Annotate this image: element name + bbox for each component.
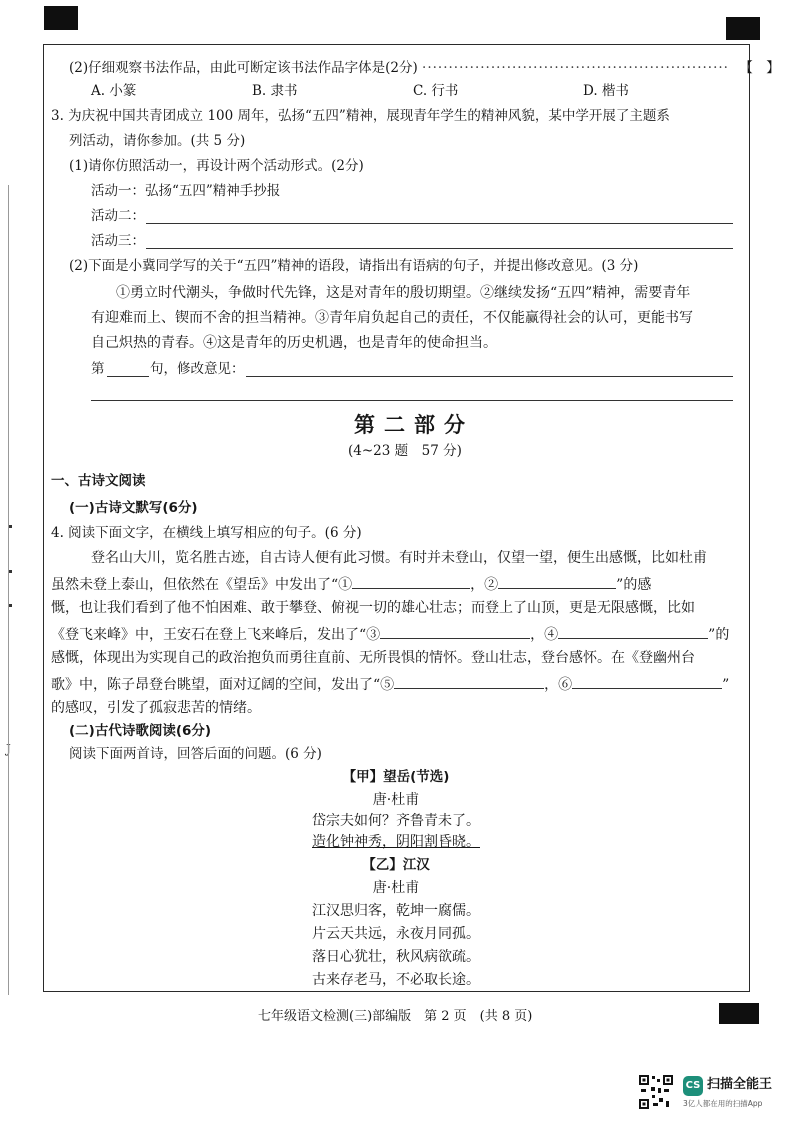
q3-activity2-answer-line[interactable]	[146, 223, 733, 224]
q2-option-b: B. 隶书	[252, 83, 298, 99]
q3-answer-prefix: 第	[91, 361, 105, 377]
q4-blank-6[interactable]	[572, 674, 722, 689]
q3-passage-line3: 自己炽热的青春。④这是青年的历史机遇，也是青年的使命担当。	[91, 335, 497, 351]
part-two-subtitle: (4~23 题 57 分)	[348, 443, 462, 459]
page-footer: 七年级语文检测(三)部编版 第 2 页 (共 8 页)	[258, 1009, 533, 1024]
q3-revision-answer-line-2[interactable]	[91, 400, 733, 401]
q3-activity1: 活动一：弘扬“五四”精神手抄报	[91, 183, 281, 199]
q3-sentence-number-blank[interactable]	[107, 376, 149, 377]
camscanner-tagline: 3亿人都在用的扫描App	[683, 1099, 763, 1108]
registration-mark-top-right	[726, 17, 760, 40]
section-one-title: 一、古诗文阅读	[51, 473, 146, 489]
q3-activity3-label: 活动三：	[91, 233, 145, 249]
registration-mark-bottom-right	[719, 1003, 759, 1024]
poem-a-author: 唐·杜甫	[372, 792, 420, 808]
poem-b-line3: 落日心犹壮，秋风病欲疏。	[312, 949, 480, 965]
q4-line2: 虽然未登上泰山，但依然在《望岳》中发出了“① ，② ”的感	[51, 574, 651, 594]
q4-blank-1[interactable]	[352, 574, 470, 589]
q4-line4: 《登飞来峰》中，王安石在登上飞来峰后，发出了“③ ，④ ”的	[51, 624, 729, 644]
q4-blank-2[interactable]	[498, 574, 616, 589]
q3-passage-line2: 有迎难而上、锲而不舍的担当精神。③青年肩负起自己的责任，不仅能赢得社会的认可，更能书写	[91, 310, 693, 326]
part-two-title: 第二部分	[354, 413, 474, 437]
q4-line1: 登名山大川，览名胜古迹，自古诗人便有此习惯。有时并未登山，仅望一望，便生出感慨，比如杜甫	[91, 550, 707, 566]
q4-blank-5[interactable]	[394, 674, 544, 689]
q2-prompt: (2)仔细观察书法作品，由此可断定该书法作品字体是(2分) ·························································· 【 】	[69, 60, 780, 76]
edge-mark	[9, 570, 12, 573]
poem-a-line1: 岱宗夫如何？齐鲁青未了。	[312, 813, 480, 829]
q2-option-d: D. 楷书	[583, 83, 629, 99]
q3-stem-line2: 列活动，请你参加。(共 5 分)	[69, 133, 246, 149]
q4-line5: 感慨，体现出为实现自己的政治抱负而勇往直前、无所畏惧的情怀。登山壮志，登台感怀。在《登幽州台	[51, 650, 695, 666]
q4-prompt: 4. 阅读下面文字，在横线上填写相应的句子。(6 分)	[51, 525, 362, 541]
q3-revision-answer-line[interactable]	[246, 376, 733, 377]
q4-line6: 歌》中，陈子昂登台眺望，面对辽阔的空间，发出了“⑤ ，⑥ ”	[51, 674, 729, 694]
edge-line	[8, 185, 9, 995]
q3-activity2-label: 活动二：	[91, 208, 145, 224]
edge-mark	[9, 604, 12, 607]
poem-a-line2: 造化钟神秀，阴阳割昏晓。	[312, 834, 480, 850]
poem-b-line2: 片云天共远，永夜月同孤。	[312, 926, 480, 942]
q2-option-a: A. 小篆	[91, 83, 137, 99]
camscanner-brand-name: 扫描全能王	[707, 1077, 773, 1092]
q3-stem-line1: 3. 为庆祝中国共青团成立 100 周年，弘扬“五四”精神，展现青年学生的精神风貌，某中学开展了主题系	[51, 108, 670, 124]
poem-b-title: 【乙】江汉	[362, 857, 430, 873]
camscanner-logo-icon: CS	[683, 1076, 703, 1096]
q4-blank-3[interactable]	[380, 624, 530, 639]
q4-line3: 慨，也让我们看到了他不怕困难、敢于攀登、俯视一切的雄心壮志；而登上了山顶，更是无限感慨，比如	[51, 600, 695, 616]
q4-line7: 的感叹，引发了孤寂悲苦的情绪。	[51, 700, 261, 716]
q4-blank-4[interactable]	[558, 624, 708, 639]
poem-b-author: 唐·杜甫	[372, 880, 420, 896]
registration-mark-top-left	[44, 6, 78, 30]
q3-answer-middle: 句，修改意见：	[150, 361, 245, 377]
poem-b-line4: 古来存老马，不必取长途。	[312, 972, 480, 988]
poem-question-prompt: 阅读下面两首诗，回答后面的问题。(6 分)	[69, 746, 322, 762]
edge-mark	[9, 525, 12, 528]
q3-activity3-answer-line[interactable]	[146, 248, 733, 249]
q3-sub1-prompt: (1)请你仿照活动一，再设计两个活动形式。(2分)	[69, 158, 364, 174]
poem-b-line1: 江汉思归客，乾坤一腐儒。	[312, 903, 480, 919]
edge-glyph: J	[6, 742, 11, 756]
section-one-sub-a: (一)古诗文默写(6分)	[69, 500, 198, 516]
qr-code-icon	[638, 1074, 674, 1110]
section-one-sub-b: (二)古代诗歌阅读(6分)	[69, 723, 212, 739]
poem-a-title: 【甲】望岳(节选)	[342, 769, 450, 785]
q3-passage-line1: ①勇立时代潮头，争做时代先锋，这是对青年的殷切期望。②继续发扬“五四”精神，需要青年	[116, 285, 691, 301]
q2-option-c: C. 行书	[413, 83, 459, 99]
q3-sub2-prompt: (2)下面是小冀同学写的关于“五四”精神的语段，请指出有语病的句子，并提出修改意见。(3 分)	[69, 258, 639, 274]
